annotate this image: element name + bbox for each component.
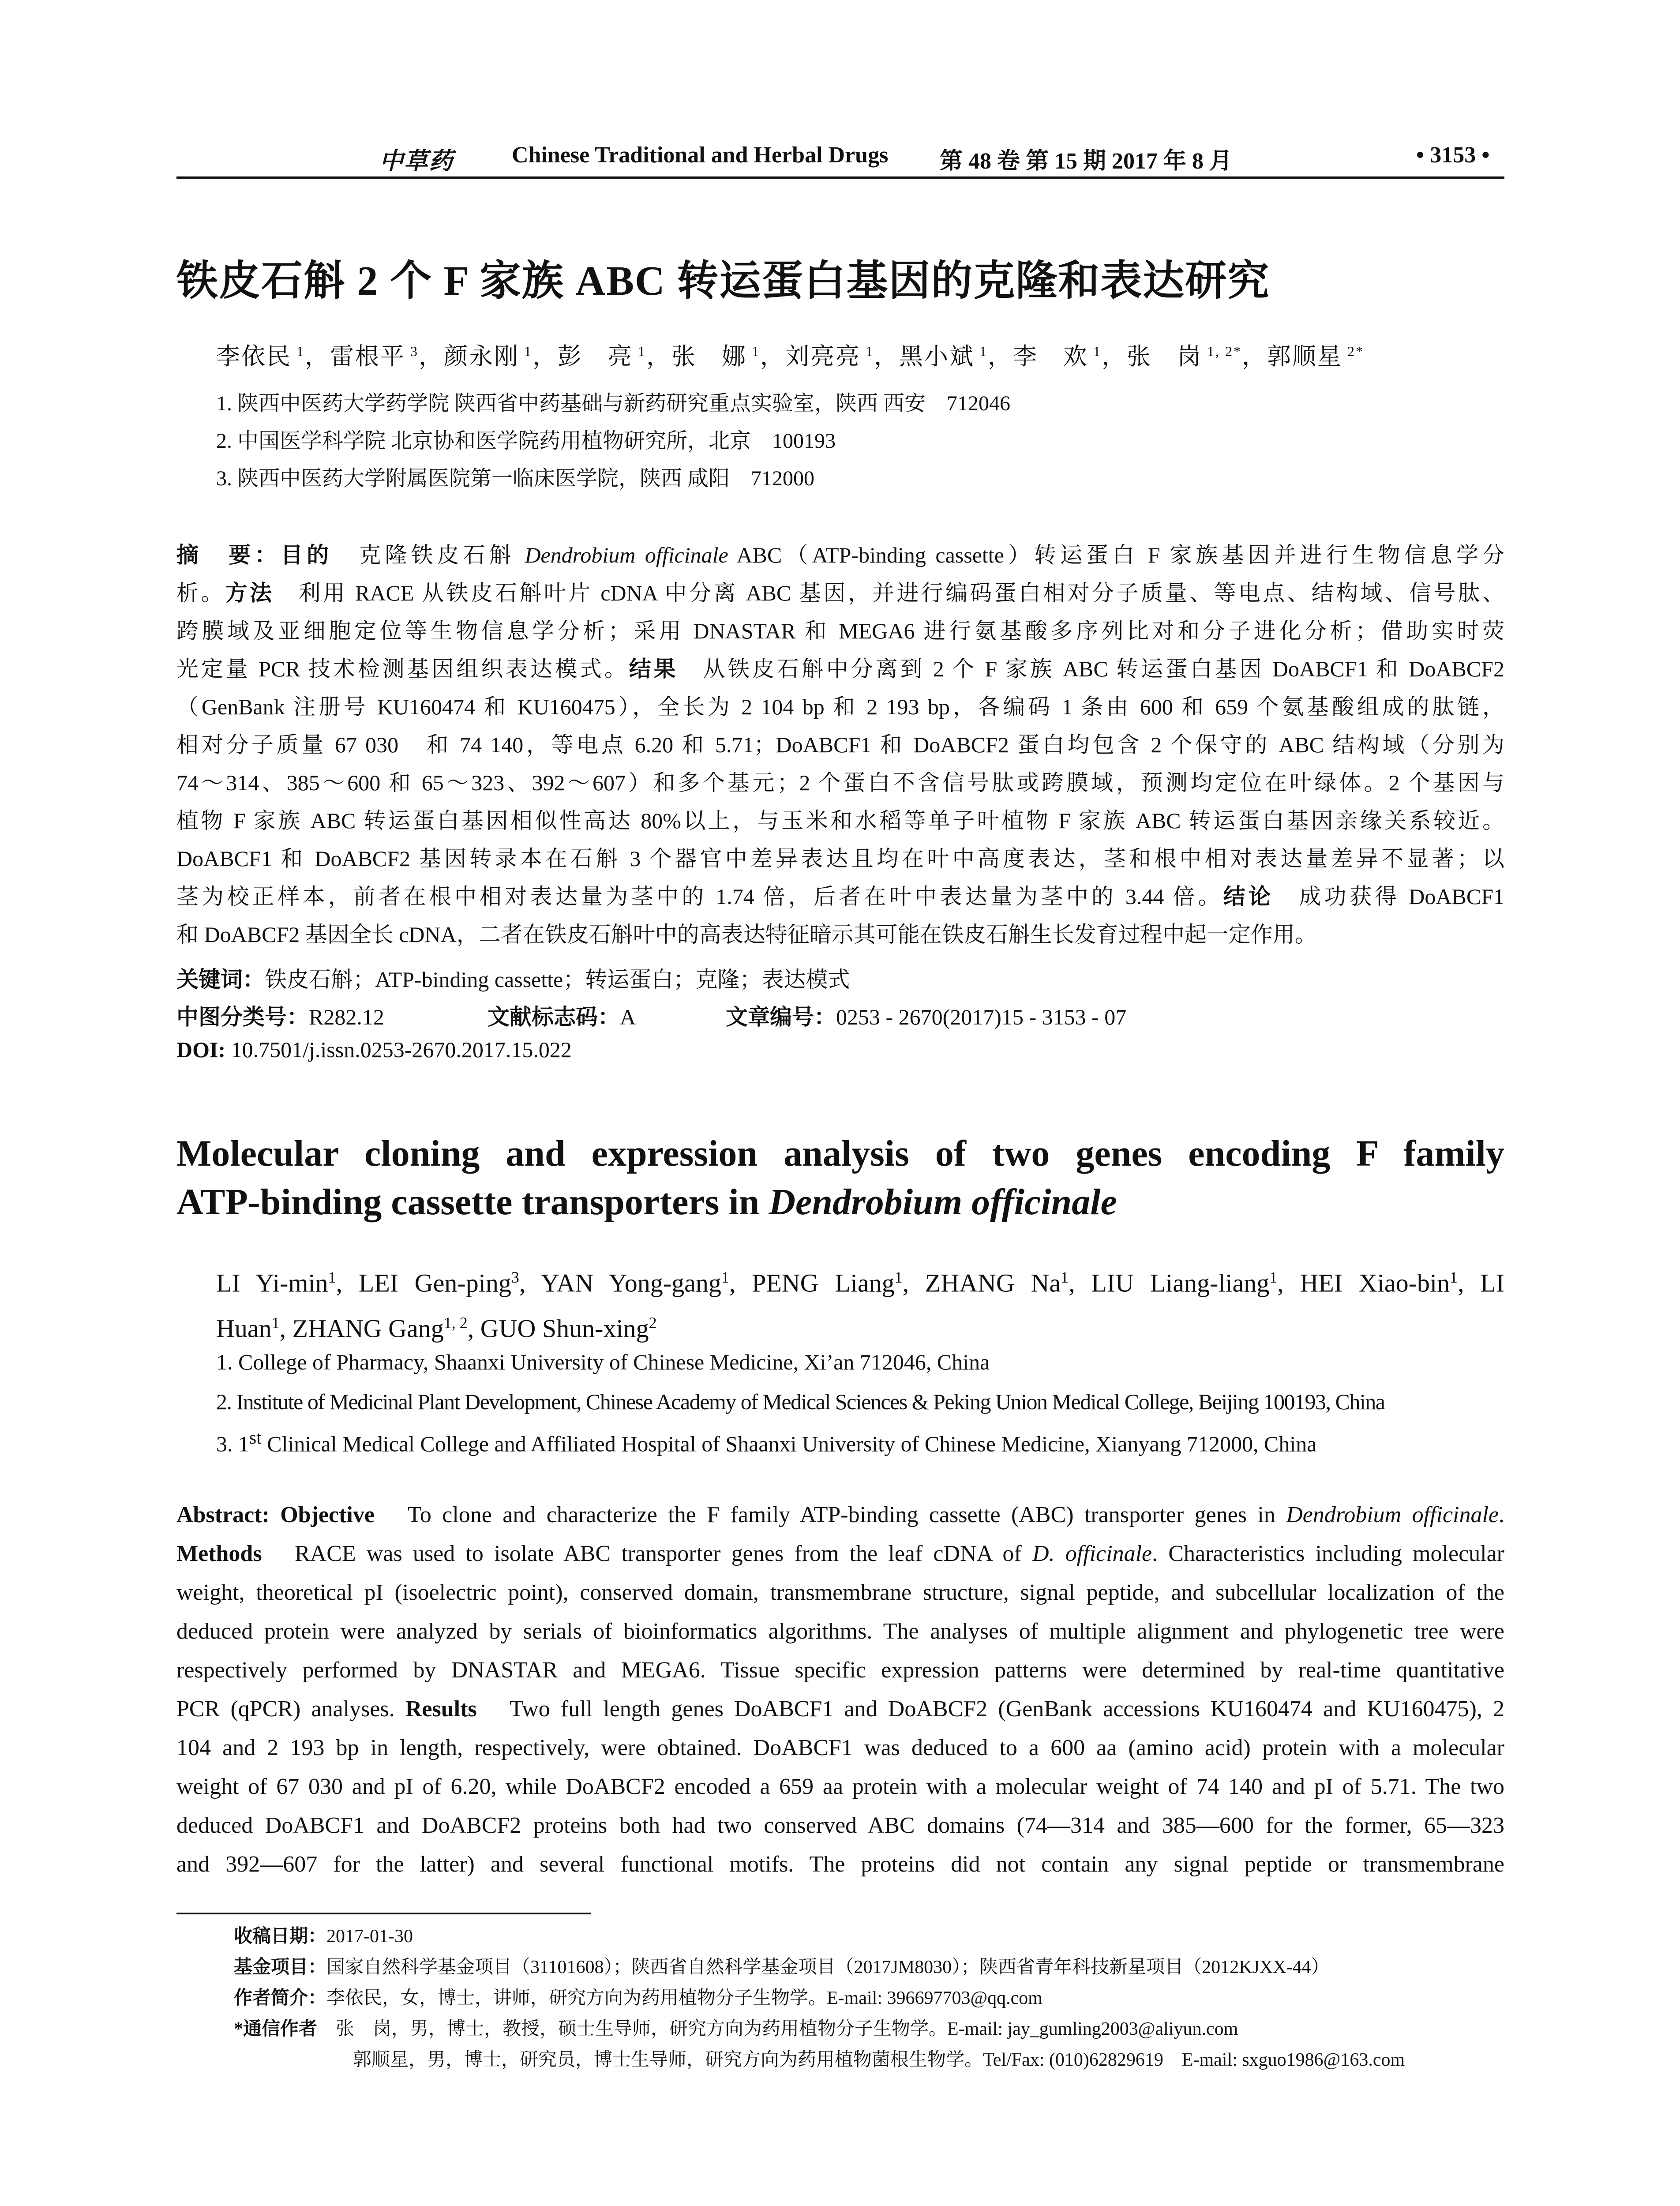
abstract-line: 74～314、385～600 和 65～323、392～607）和多个基元；2 个蛋白不含信号肽或跨膜域，预测均定位在叶绿体。2 个基因与 bbox=[176, 770, 1504, 795]
header-rule bbox=[176, 176, 1504, 179]
en-abstract bbox=[176, 1496, 1504, 1884]
cn-keywords-row bbox=[176, 962, 850, 994]
footnote-corresponding-2 bbox=[353, 2045, 1405, 2071]
cn-author-affil-mark: 2* bbox=[1342, 343, 1364, 359]
cn-author-affil-mark: 1 bbox=[975, 343, 988, 359]
cn-author-affil-mark: 1 bbox=[633, 343, 646, 359]
bio-text: 李依民，女，博士，讲师，研究方向为药用植物分子生物学。E-mail: 396697703@qq.com bbox=[326, 1988, 1042, 2008]
footnote-corresponding bbox=[234, 2014, 1238, 2041]
clc-label: 中图分类号： bbox=[176, 1005, 309, 1029]
received-label: 收稿日期： bbox=[234, 1926, 327, 1947]
separator: ， bbox=[1242, 343, 1267, 370]
footnote-rule bbox=[176, 1913, 591, 1914]
en-title-line1: Molecular cloning and expression analysis of two genes encoding F family bbox=[176, 1133, 1504, 1174]
cn-author-affil-mark: 3 bbox=[405, 343, 419, 359]
cn-author: 黑小斌 $^1$ bbox=[899, 343, 988, 370]
abstract-line: Abstract: Objective To clone and characterize the F family ATP-binding cassette (ABC) transporter genes in Dendrobium officinale. bbox=[176, 1502, 1504, 1527]
separator: ， bbox=[1102, 343, 1127, 370]
cn-author-affil-mark: 1 bbox=[519, 343, 532, 359]
cn-author: 李依民 $^1$ bbox=[216, 343, 305, 370]
corr-label: *通信作者 bbox=[234, 2019, 318, 2039]
abstract-line: and 392—607 for the latter) and several functional motifs. The proteins did not contain any signal peptide or transmembrane bbox=[176, 1852, 1504, 1877]
separator: ， bbox=[419, 343, 444, 370]
doi-link[interactable]: 10.7501/j.issn.0253-2670.2017.15.022 bbox=[231, 1037, 572, 1062]
footnote-received bbox=[234, 1921, 413, 1948]
en-author-list bbox=[216, 1257, 1504, 1349]
abstract-line: respectively performed by DNASTAR and MEGA6. Tissue specific expression patterns were determined by real-time quantitative bbox=[176, 1658, 1504, 1683]
footnote-bio bbox=[234, 1983, 1042, 2010]
abstract-line: 跨膜域及亚细胞定位等生物信息学分析；采用 DNASTAR 和 MEGA6 进行氨基酸多序列比对和分子进化分析；借助实时荧 bbox=[176, 619, 1504, 643]
cn-affiliation-1: 1. 陕西中医药大学药学院 陕西省中药基础与新药研究重点实验室，陕西 西安 712046 bbox=[216, 392, 1011, 415]
abstract-line: deduced DoABCF1 and DoABCF2 proteins both had two conserved ABC domains (74—314 and 385—600 for the former, 65—323 bbox=[176, 1813, 1504, 1838]
en-affiliation-1: 1. College of Pharmacy, Shaanxi University of Chinese Medicine, Xi’an 712046, China bbox=[216, 1350, 990, 1374]
fund-text: 国家自然科学基金项目（31101608）；陕西省自然科学基金项目（2017JM8030）；陕西省青年科技新星项目（2012KJXX-44） bbox=[326, 1957, 1330, 1977]
en-affiliation-2: 2. Institute of Medicinal Plant Development, Chinese Academy of Medical Sciences & Peking Union Medical College, Beijing 100193, China bbox=[216, 1389, 1385, 1414]
doc-code-value: A bbox=[620, 1005, 636, 1029]
separator: ， bbox=[646, 343, 671, 370]
abstract-line: 104 and 2 193 bp in length, respectively, were obtained. DoABCF1 was deduced to a 600 aa (amino acid) protein with a molecular bbox=[176, 1735, 1504, 1760]
abstract-line: 析。方法 利用 RACE 从铁皮石斛叶片 cDNA 中分离 ABC 基因，并进行编码蛋白相对分子质量、等电点、结构域、信号肽、 bbox=[176, 581, 1505, 605]
clc-value: R282.12 bbox=[309, 1005, 384, 1029]
abstract-line: 摘 要：目的 克隆铁皮石斛 Dendrobium officinale ABC（ATP-binding cassette）转运蛋白 F 家族基因并进行生物信息学分 bbox=[176, 543, 1505, 567]
cn-author-list bbox=[216, 338, 1364, 371]
article-no-value: 0253 - 2670(2017)15 - 3153 - 07 bbox=[836, 1005, 1127, 1029]
en-affiliation-3: 3. 1st Clinical Medical College and Affiliated Hospital of Shaanxi University of Chinese Medicine, Xianyang 712000, China bbox=[216, 1428, 1317, 1456]
en-title-species: Dendrobium officinale bbox=[769, 1182, 1117, 1223]
cn-author: 张 岗 $^{1, 2*}$ bbox=[1127, 343, 1242, 370]
journal-logo: 中草药 bbox=[379, 148, 454, 174]
en-authors-line2: Huan$^1$, ZHANG Gang$^{1, 2}$, GUO Shun-xing$^2$ bbox=[216, 1314, 657, 1343]
cn-author: 彭 亮 $^1$ bbox=[558, 343, 646, 370]
doc-code-label: 文献标志码： bbox=[488, 1005, 620, 1029]
separator: ， bbox=[305, 343, 330, 370]
cn-article-no-row bbox=[726, 999, 1126, 1031]
abstract-line: 茎为校正样本，前者在根中相对表达量为茎中的 1.74 倍，后者在叶中表达量为茎中的 3.44 倍。结论 成功获得 DoABCF1 bbox=[176, 884, 1505, 909]
cn-author-affil-mark: 1 bbox=[747, 343, 760, 359]
corr-author-2: 郭顺星，男，博士，研究员，博士生导师，研究方向为药用植物菌根生物学。Tel/Fax: (010)62829619 E-mail: sxguo1986@163.com bbox=[353, 2050, 1405, 2070]
abstract-line: PCR (qPCR) analyses. Results Two full length genes DoABCF1 and DoABCF2 (GenBank accessions KU160474 and KU160475), 2 bbox=[176, 1696, 1504, 1722]
cn-author: 郭顺星 $^{2*}$ bbox=[1267, 343, 1364, 370]
abstract-line: 相对分子质量 67 030 和 74 140，等电点 6.20 和 5.71；DoABCF1 和 DoABCF2 蛋白均包含 2 个保守的 ABC 结构域（分别为 bbox=[176, 732, 1504, 757]
abstract-line: （GenBank 注册号 KU160474 和 KU160475），全长为 2 104 bp 和 2 193 bp，各编码 1 条由 600 和 659 个氨基酸组成的肽链， bbox=[176, 694, 1504, 719]
cn-author: 李 欢 $^1$ bbox=[1013, 343, 1102, 370]
separator: ， bbox=[874, 343, 899, 370]
abstract-line: weight of 67 030 and pI of 6.20, while DoABCF2 encoded a 659 aa protein with a molecular weight of 74 140 and pI of 5.71. The two bbox=[176, 1774, 1504, 1799]
cn-author: 刘亮亮 $^1$ bbox=[785, 343, 874, 370]
abstract-line: 植物 F 家族 ABC 转运蛋白基因相似性高达 80%以上，与玉米和水稻等单子叶植物 F 家族 ABC 转运蛋白基因亲缘关系较近。 bbox=[176, 808, 1504, 833]
journal-name: Chinese Traditional and Herbal Drugs bbox=[512, 143, 889, 168]
en-title-line2-a: ATP-binding cassette transporters in bbox=[176, 1182, 769, 1223]
keywords-label: 关键词： bbox=[176, 967, 265, 992]
cn-author-affil-mark: 1 bbox=[292, 343, 305, 359]
abstract-line: 和 DoABCF2 基因全长 cDNA，二者在铁皮石斛叶中的高表达特征暗示其可能在铁皮石斛生长发育过程中起一定作用。 bbox=[176, 922, 1317, 947]
cn-affiliation-3: 3. 陕西中医药大学附属医院第一临床医学院，陕西 咸阳 712000 bbox=[216, 467, 815, 490]
abstract-line: 光定量 PCR 技术检测基因组织表达模式。结果 从铁皮石斛中分离到 2 个 F 家族 ABC 转运蛋白基因 DoABCF1 和 DoABCF2 bbox=[176, 657, 1504, 681]
journal-issue: 第 48 卷 第 15 期 2017 年 8 月 bbox=[940, 149, 1233, 174]
doi-label: DOI: bbox=[176, 1037, 226, 1062]
cn-author-affil-mark: 1, 2* bbox=[1202, 343, 1242, 359]
fund-label: 基金项目： bbox=[234, 1957, 327, 1977]
cn-doc-code-row bbox=[488, 999, 636, 1031]
received-date: 2017-01-30 bbox=[326, 1926, 413, 1947]
abstract-line: Methods RACE was used to isolate ABC transporter genes from the leaf cDNA of D. officinale. Characteristics including molecular bbox=[176, 1541, 1504, 1566]
keywords: 铁皮石斛；ATP-binding cassette；转运蛋白；克隆；表达模式 bbox=[265, 967, 850, 992]
en-authors-line1: LI $Yi-\min^1$, LEI Gen-ping$^3$, YAN Yong-gang$^1$, PENG Liang$^1$, ZHANG Na$^1$, LIU Liang-liang$^1$, HEI Xiao-bin$^1$, LI bbox=[216, 1268, 1505, 1298]
abstract-line: weight, theoretical pI (isoelectric point), conserved domain, transmembrane structure, signal peptide, and subcellular localization of the bbox=[176, 1580, 1504, 1605]
cn-author-affil-mark: 1 bbox=[1088, 343, 1102, 359]
bio-label: 作者简介： bbox=[234, 1988, 327, 2008]
cn-affiliation-2: 2. 中国医学科学院 北京协和医学院药用植物研究所，北京 100193 bbox=[216, 429, 836, 453]
separator: ， bbox=[988, 343, 1013, 370]
cn-abstract bbox=[176, 536, 1504, 953]
cn-author: 雷根平 $^3$ bbox=[330, 343, 419, 370]
cn-author: 张 娜 $^1$ bbox=[671, 343, 760, 370]
separator: ， bbox=[760, 343, 785, 370]
corr-author-1: 张 岗，男，博士，教授，硕士生导师，研究方向为药用植物分子生物学。E-mail: jay_gumling2003@aliyun.com bbox=[336, 2019, 1238, 2039]
en-title bbox=[176, 1129, 1504, 1227]
abstract-line: deduced protein were analyzed by serials of bioinformatics algorithms. The analyses of multiple alignment and phylogenetic tree were bbox=[176, 1619, 1504, 1644]
cn-title: 铁皮石斛 2 个 F 家族 ABC 转运蛋白基因的克隆和表达研究 bbox=[176, 258, 1270, 304]
cn-author: 颜永刚 $^1$ bbox=[444, 343, 532, 370]
separator: ， bbox=[532, 343, 558, 370]
doi-row bbox=[176, 1037, 572, 1062]
abstract-line: DoABCF1 和 DoABCF2 基因转录本在石斛 3 个器官中差异表达且均在叶中高度表达，茎和根中相对表达量差异不显著；以 bbox=[176, 846, 1504, 871]
cn-author-affil-mark: 1 bbox=[861, 343, 874, 359]
article-no-label: 文章编号： bbox=[726, 1005, 836, 1029]
page-number: • 3153 • bbox=[1416, 143, 1490, 168]
footnote-fund bbox=[234, 1952, 1329, 1979]
cn-clc-row bbox=[176, 999, 384, 1031]
en-title-line2 bbox=[176, 1178, 1504, 1227]
